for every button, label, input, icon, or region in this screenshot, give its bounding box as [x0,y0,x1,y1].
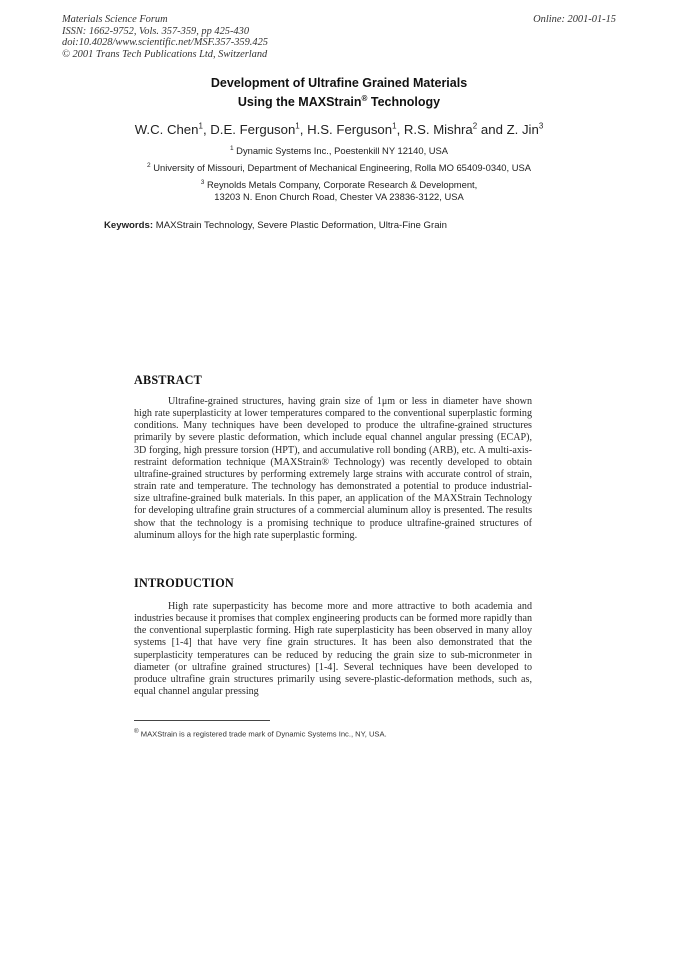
introduction-body: High rate superpasticity has become more and more attractive to both academia and industries because it promises that complex engineering products can be formed more rapidly than the conventional superplastic forming. High rate superplasticity has been observed in many alloy systems [1-4] that have very fine grain structures. It has been also demonstrated that the superplasticity temperatures can be reduced by reducing the grain size to sub-micronmeter in diameter (or ultrafine grained structures) [1-4]. Several techniques have been developed to produce ultrafine grain structures primarily using severe-plastic-deformation methods, such as, equal channel angular pressing [134,601,532,698]
author-separator: , [202,122,211,138]
author [210,122,307,137]
abstract-heading: ABSTRACT [134,373,202,387]
introduction-heading: INTRODUCTION [134,576,234,590]
affil-sup: 2 [146,162,151,169]
author [135,122,211,137]
keywords-label: Keywords: [104,220,154,231]
author-name: D.E. Ferguson [210,122,296,138]
author [507,122,544,137]
author [404,122,507,137]
author-separator: , [396,122,404,138]
title-line-2 [0,91,678,110]
issn-line: ISSN: 1662-9752, Vols. 357-359, pp 425-430 [62,25,250,37]
journal-name: Materials Science Forum [62,14,168,25]
author-affil-sup: 1 [295,122,300,131]
footnote-divider [134,720,270,721]
author-name: Z. Jin [506,122,539,138]
author-affil-sup: 1 [198,122,203,131]
author-name: H.S. Ferguson [307,122,393,138]
affil-text: Reynolds Metals Company, Corporate Research & Development, [204,179,478,191]
doi-line: doi:10.4028/www.scientific.net/MSF.357-359.425 [62,37,268,49]
affiliation-2 [0,160,678,174]
footnote [134,727,387,740]
author-affil-sup: 1 [392,122,397,131]
affiliation-3 [0,177,678,204]
author-affil-sup: 2 [472,122,478,131]
footnote-mark: ® [134,728,139,735]
affil-sup: 3 [200,179,205,186]
affiliation-1 [0,143,678,157]
author [307,122,404,137]
author-list [0,119,678,138]
affil-text: Dynamic Systems Inc., Poestenkill NY 12140, USA [233,145,449,157]
online-date: Online: 2001-01-15 [533,14,616,25]
author-separator: , [299,122,308,138]
title-line-2-text: Using the MAXStrain [237,95,362,110]
keywords [104,220,447,232]
title-line-2-suffix: Technology [367,95,441,110]
author-name: R.S. Mishra [403,122,473,138]
title-line-1: Development of Ultrafine Grained Materials [210,76,468,90]
abstract-body: Ultrafine-grained structures, having grain size of 1μm or less in diameter have shown high rate superplasticity at lower temperatures compared to the conventional superplastic forming conditions. Many techniques have been developed to produce the ultrafine-grained structures primarily by severe plastic deformation, which include equal channel angular pressing (ECAP), 3D forging, high pressure torsion (HPT), and accumulative roll bonding (ARB), etc. A multi-axis-restraint deformation technique (MAXStrain® Technology) was recently developed to obtain ultrafine-grained structures by performing extremely large strains with accurate control of strain, strain rate and temperature. The technology has demonstrated a potential to produce industrial-size ultrafine-grained bulk materials. In this paper, an application of the MAXStrain Technology for developing ultrafine grain structures of a commercial aluminum alloy is presented. The results show that the technology is a promising technique to produce ultrafine-grained structures of aluminum alloys for the high rate superplastic forming. [134,396,532,541]
registered-mark: ® [361,94,368,103]
author-affil-sup: 3 [538,122,544,131]
copyright-line: © 2001 Trans Tech Publications Ltd, Switzerland [62,48,268,60]
author-separator: and [477,122,507,138]
paper-title [0,76,678,110]
affil-3-line-2: 13203 N. Enon Church Road, Chester VA 23836-3122, USA [214,191,464,203]
affil-text: University of Missouri, Department of Mechanical Engineering, Rolla MO 65409-0340, USA [150,162,531,174]
affil-3-line-1 [0,177,678,191]
journal-header [62,14,268,60]
keywords-text: MAXStrain Technology, Severe Plastic Deformation, Ultra-Fine Grain [153,220,448,231]
footnote-text: MAXStrain is a registered trade mark of Dynamic Systems Inc., NY, USA. [138,729,387,739]
author-name: W.C. Chen [134,122,199,138]
affil-sup: 1 [229,145,234,152]
